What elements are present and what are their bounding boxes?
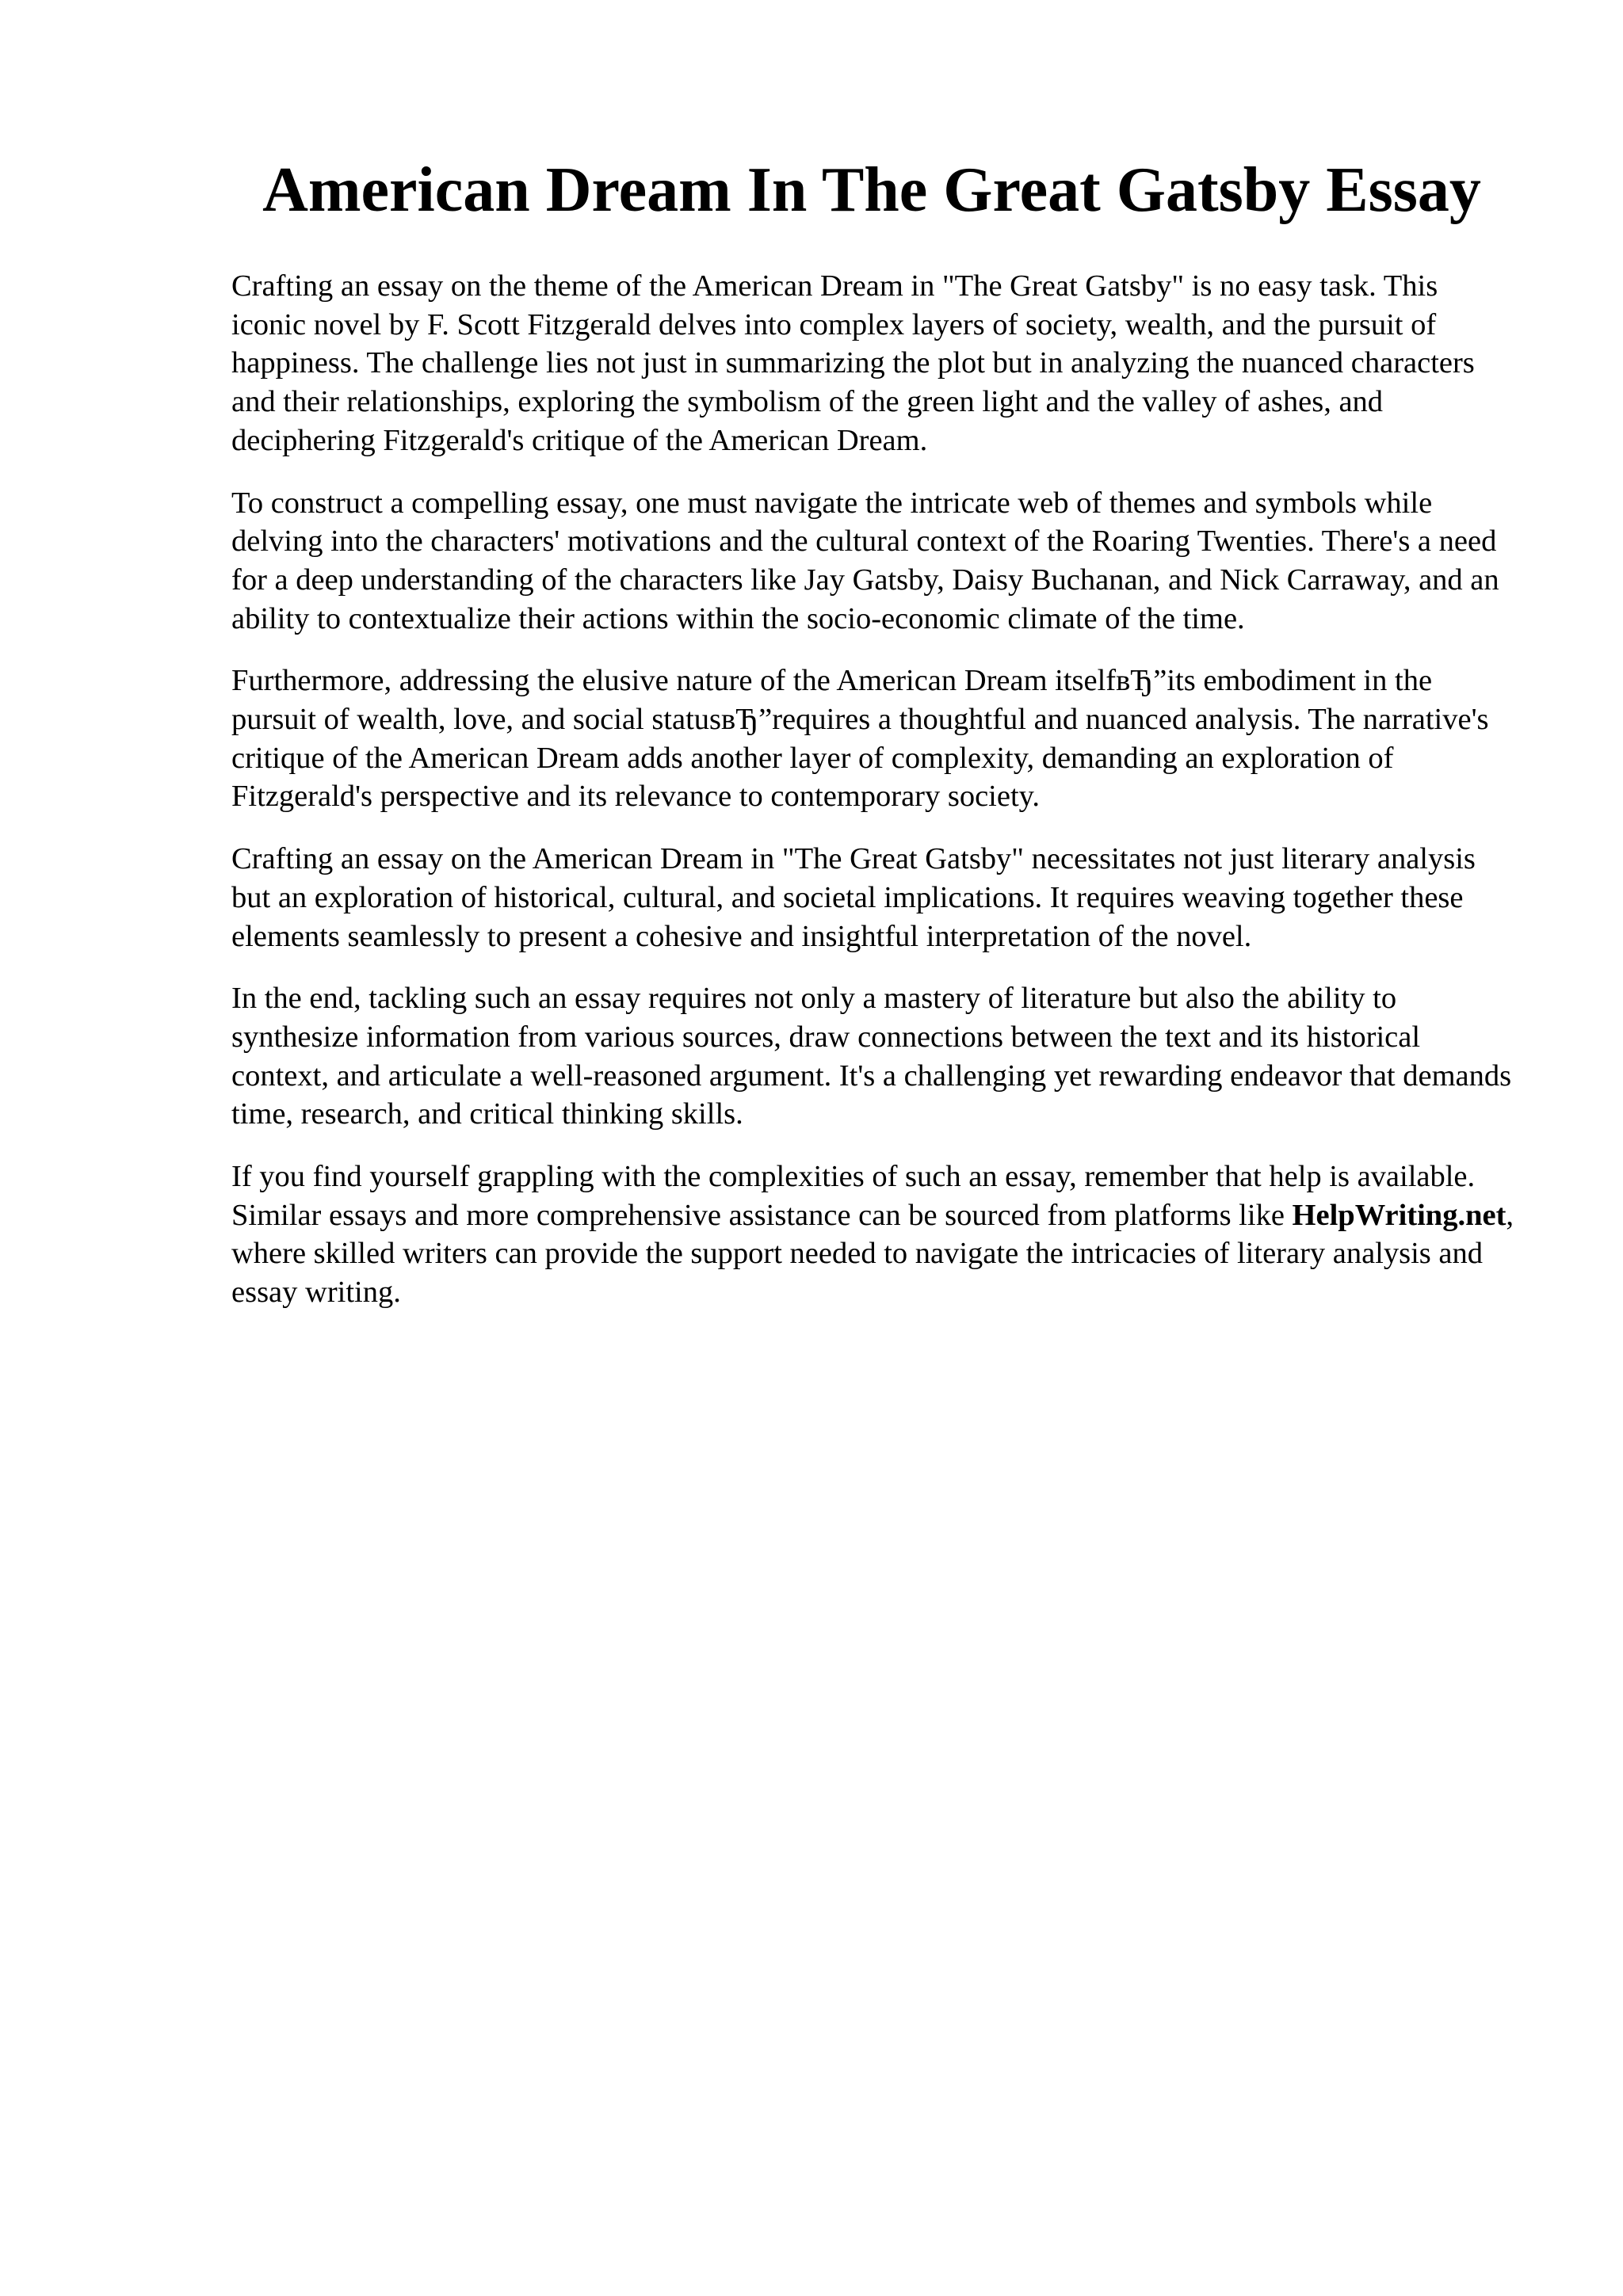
page-title: American Dream In The Great Gatsby Essay: [262, 155, 1481, 225]
paragraph-6: [231, 1158, 1519, 1312]
paragraph-6-intro: If you find yourself grappling with the complexities of such an essay, remember that help is available. Similar essays and more comprehensive assistance can be sourced from platforms like: [231, 1160, 1476, 1232]
paragraph-5: In the end, tackling such an essay requires not only a mastery of literature but also the ability to synthesize information from various sources, draw connections between the text and its historical context, and articulate a well-reasoned argument. It's a challenging yet rewarding endeavor that demands time, research, and critical thinking skills.: [231, 982, 1512, 1131]
paragraph-3: Furthermore, addressing the elusive nature of the American Dream itselfвЂ”its embodiment in the pursuit of wealth, love, and social statusвЂ”requires a thoughtful and nuanced analysis. The narrative's critique of the American Dream adds another layer of complexity, demanding an exploration of Fitzgerald's perspective and its relevance to contemporary society.: [231, 664, 1489, 814]
paragraph-6-outro: , where skilled writers can provide the support needed to navigate the intricacies of literary analysis and essay writing.: [231, 1198, 1514, 1310]
paragraph-1: Crafting an essay on the theme of the American Dream in "The Great Gatsby" is no easy task. This iconic novel by F. Scott Fitzgerald delves into complex layers of society, wealth, and the pursuit of happiness. The challenge lies not just in summarizing the plot but in analyzing the nuanced characters and their relationships, exploring the symbolism of the green light and the valley of ashes, and deciphering Fitzgerald's critique of the American Dream.: [231, 269, 1475, 457]
essay-body: [231, 267, 1519, 1336]
paragraph-4: Crafting an essay on the American Dream in "The Great Gatsby" necessitates not just literary analysis but an exploration of historical, cultural, and societal implications. It requires weaving together these elements seamlessly to present a cohesive and insightful interpretation of the novel.: [231, 842, 1476, 953]
paragraph-2: To construct a compelling essay, one must navigate the intricate web of themes and symbols while delving into the characters' motivations and the cultural context of the Roaring Twenties. There's a need for a deep understanding of the characters like Jay Gatsby, Daisy Buchanan, and Nick Carraway, and an ability to contextualize their actions within the socio-economic climate of the time.: [231, 486, 1499, 635]
brand-name: HelpWriting.net: [1292, 1198, 1507, 1232]
